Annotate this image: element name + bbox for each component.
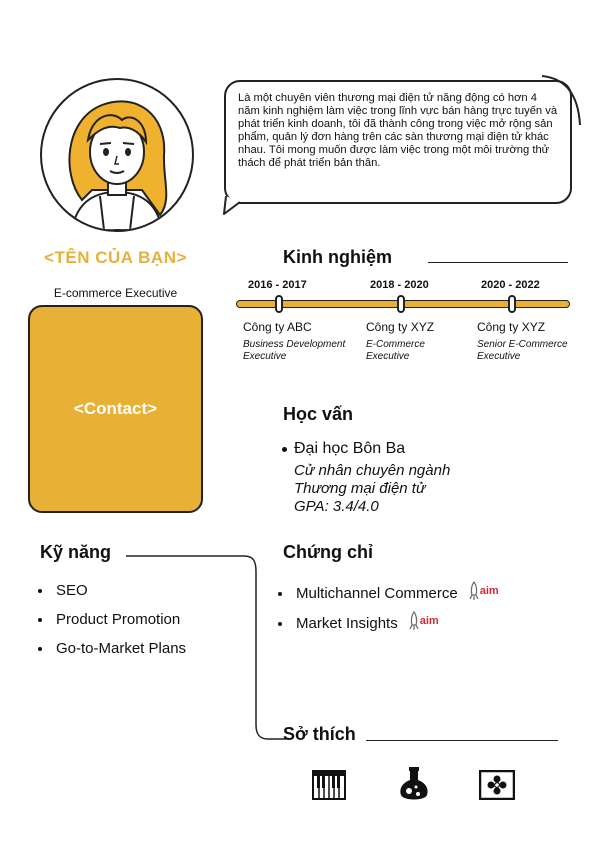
aim-badge-text: aim [419, 615, 439, 627]
list-item [276, 615, 499, 645]
degree-line: Thương mại điện tử [294, 480, 426, 497]
degree-line: Cử nhân chuyên ngành [294, 462, 451, 479]
aim-logo [468, 581, 499, 601]
list-item: Go-to-Market Plans [36, 640, 186, 669]
timeline-company: Công ty XYZ [366, 320, 435, 334]
timeline-marker [275, 295, 283, 313]
experience-divider [428, 262, 568, 263]
education-title: Học vấn [283, 404, 354, 424]
hobbies-title: Sở thích [283, 724, 356, 744]
school-name: Đại học Bôn Ba [282, 440, 450, 458]
bio-text: Là một chuyên viên thương mại điện tử năng động có hơn 4 năm kinh nghiệm làm việc trong lĩnh vực bán hàng trực tuyến và phát triển kinh doanh, tôi đã thành công trong việc mở rộng sản phẩm, quản lý đơn hàng trên các sàn thương mại điện tử khác nhau. Tôi mong muốn được làm việc trong một môi trường thử thách để phát triển bản thân. [238, 92, 558, 169]
avatar [40, 78, 194, 232]
certificates-list [276, 585, 499, 645]
timeline-company: Công ty XYZ [477, 320, 546, 334]
list-item [276, 585, 499, 615]
timeline-position: Senior E-Commerce Executive [477, 339, 568, 362]
skills-title: Kỹ năng [40, 542, 112, 562]
chemistry-flask-icon [397, 766, 431, 804]
aim-logo [408, 611, 439, 631]
experience-title: Kinh nghiệm [283, 247, 392, 267]
skills-list [36, 582, 186, 669]
flower-photo-icon [479, 770, 515, 800]
certificates-title: Chứng chỉ [283, 542, 374, 562]
piano-icon [312, 770, 346, 800]
bio-bubble [224, 80, 572, 204]
woman-portrait-icon [42, 80, 192, 230]
timeline-position: Business Development Executive [243, 339, 346, 362]
list-item: Product Promotion [36, 611, 186, 640]
decorative-arc [540, 70, 585, 130]
certificate-name: Multichannel Commerce [296, 585, 458, 602]
rocket-icon [468, 581, 480, 601]
aim-badge-text: aim [479, 585, 499, 597]
hobbies-divider [366, 740, 558, 741]
list-item: SEO [36, 582, 186, 611]
timeline-year: 2018 - 2020 [370, 279, 429, 291]
education-entry [282, 440, 450, 516]
timeline-company: Công ty ABC [243, 320, 312, 334]
contact-box [28, 305, 203, 513]
certificate-name: Market Insights [296, 615, 398, 632]
timeline-year: 2020 - 2022 [481, 279, 540, 291]
timeline-marker [397, 295, 405, 313]
timeline-marker [508, 295, 516, 313]
bubble-tail [222, 196, 248, 218]
candidate-name: <TÊN CỦA BẠN> [44, 248, 187, 267]
timeline-year: 2016 - 2017 [248, 279, 307, 291]
gpa-line: GPA: 3.4/4.0 [294, 498, 379, 515]
candidate-role: E-commerce Executive [53, 286, 178, 300]
contact-label: <Contact> [73, 399, 158, 418]
timeline-position: E-Commerce Executive [366, 339, 425, 362]
rocket-icon [408, 611, 420, 631]
